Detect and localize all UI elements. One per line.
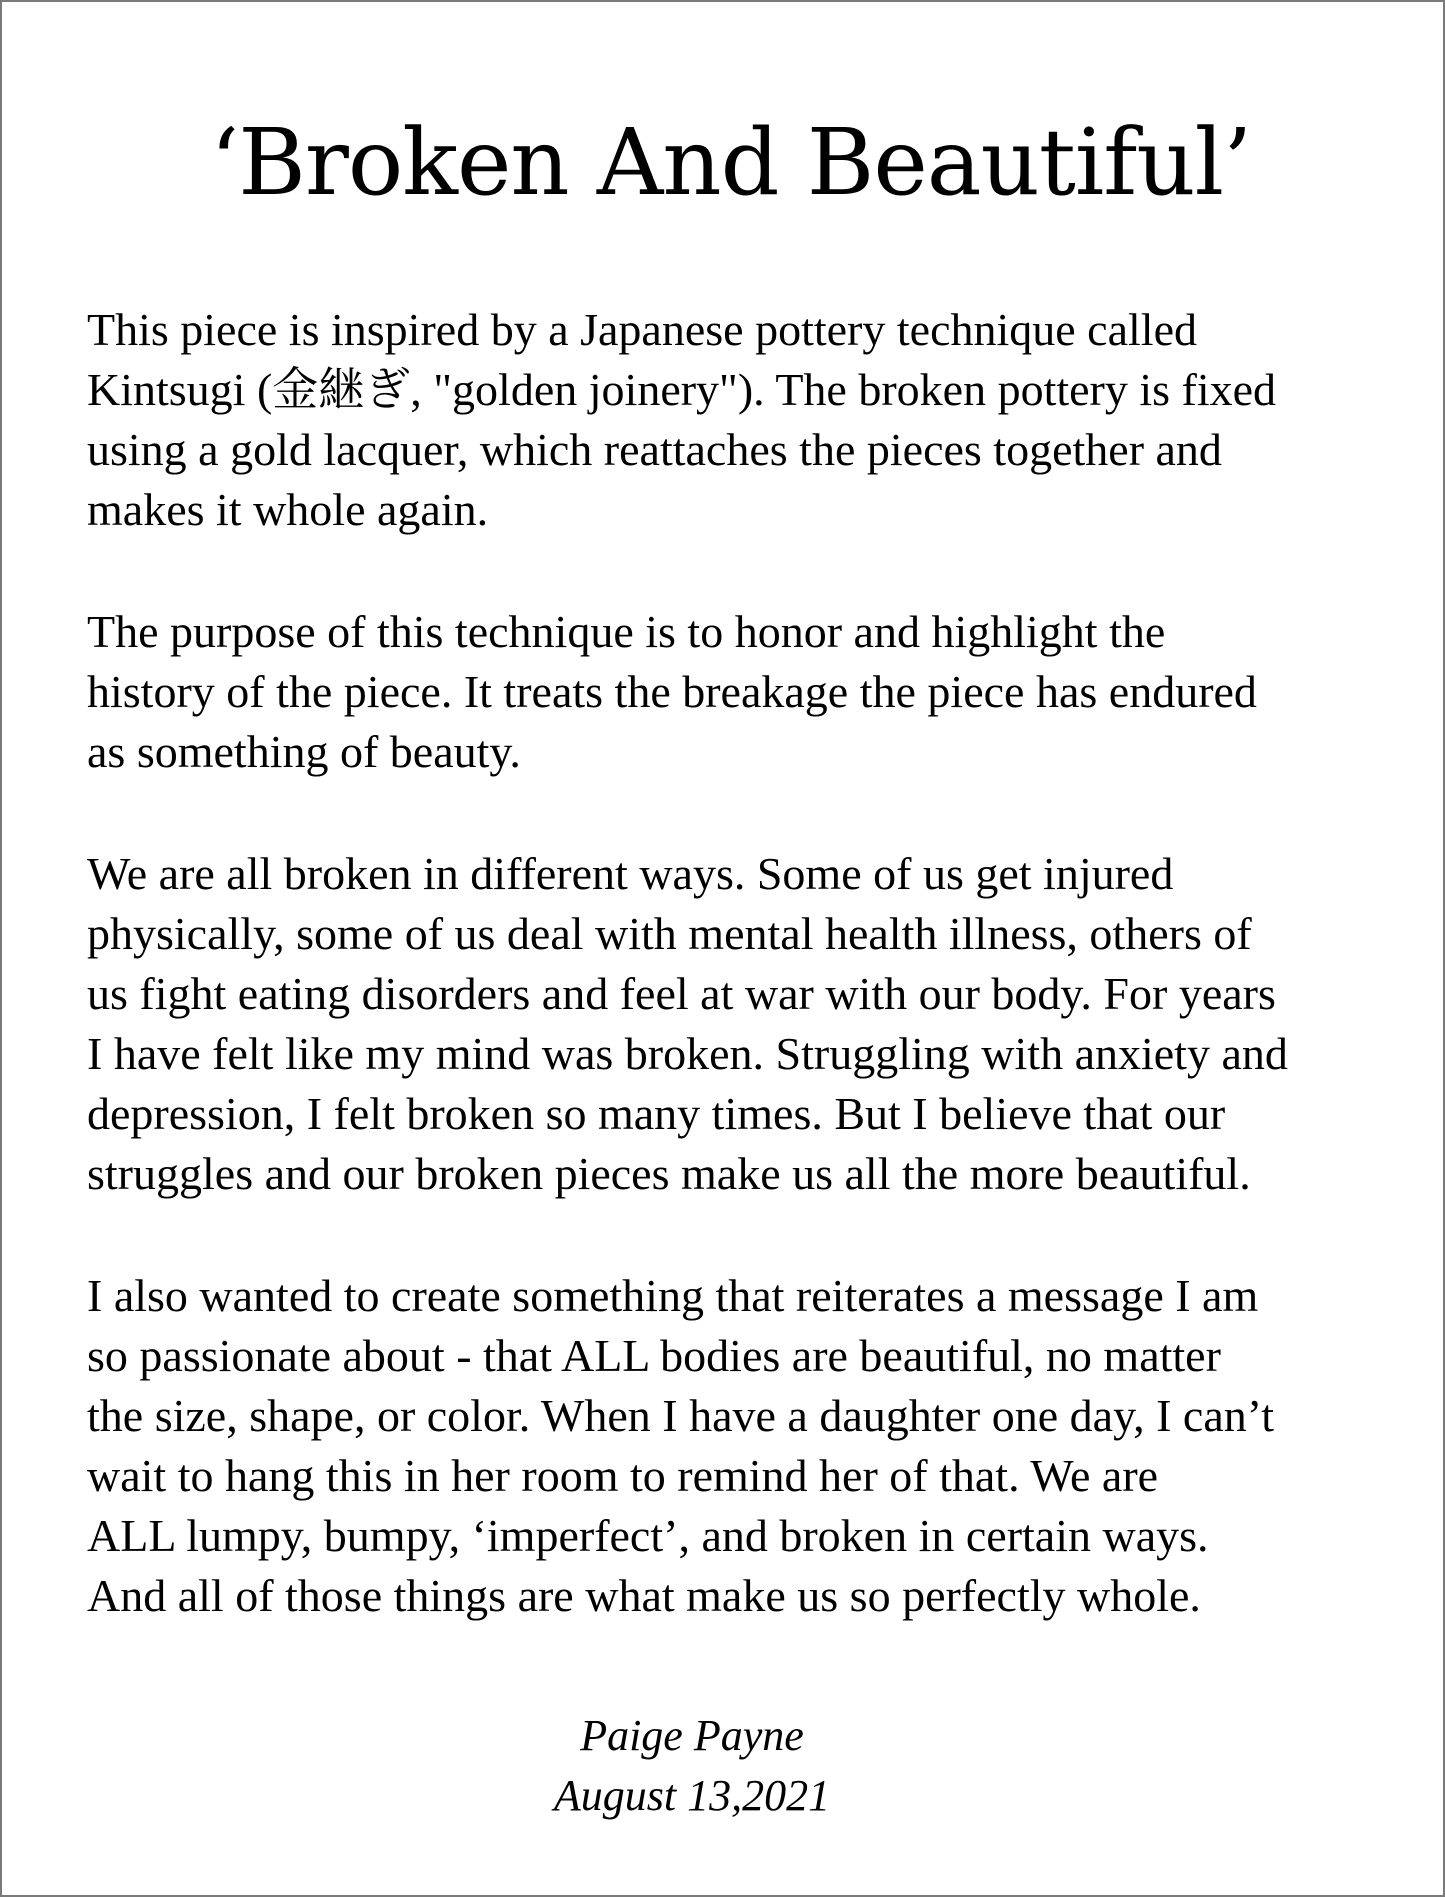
paragraph-kintsugi: This piece is inspired by a Japanese pottery technique called Kintsugi (金継ぎ, "golden joinery"). The broken pottery is fixed using a gold lacquer, which reattaches the pieces together and makes it whole again. [87, 304, 1277, 535]
signature-date: August 13,2021 [553, 1771, 831, 1820]
document-body [87, 300, 1417, 1688]
author-name: Paige Payne [580, 1711, 804, 1760]
signature-block [2, 1706, 1382, 1826]
paragraph-purpose: The purpose of this technique is to honor and highlight the history of the piece. It treats the breakage the piece has endured as something of beauty. [87, 606, 1257, 777]
document-title: ‘Broken And Beautiful’ [210, 109, 1252, 216]
paragraph-message: I also wanted to create something that reiterates a message I am so passionate about - that ALL bodies are beautiful, no matter the size, shape, or color. When I have a daughter one day, I can’t wait to hang this in her room to remind her of that. We are ALL lumpy, bumpy, ‘imperfect’, and broken in certain ways. And all of those things are what make us so perfectly whole. [87, 1270, 1275, 1621]
paragraph-broken-ways: We are all broken in different ways. Some of us get injured physically, some of us deal with mental health illness, others of us fight eating disorders and feel at war with our body. For years I have felt like my mind was broken. Struggling with anxiety and depression, I felt broken so many times. But I believe that our struggles and our broken pieces make us all the more beautiful. [87, 848, 1288, 1199]
